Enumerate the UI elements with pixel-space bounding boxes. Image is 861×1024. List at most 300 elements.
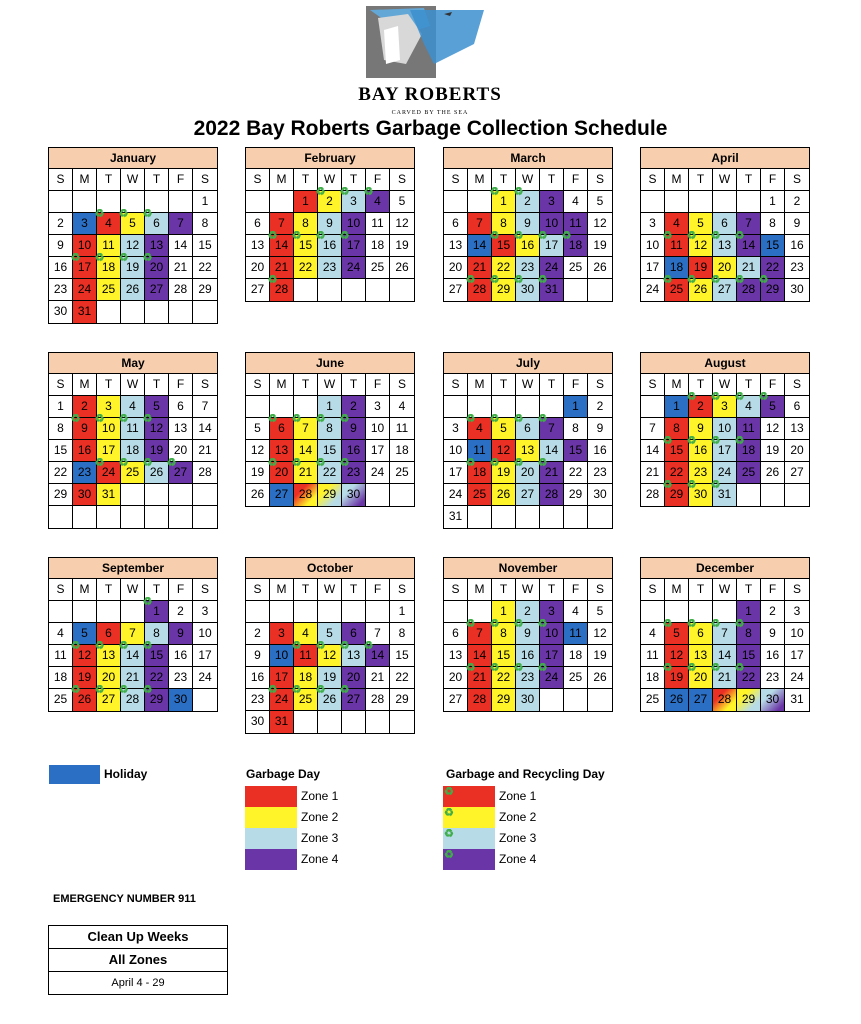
month-title: December [641,558,809,579]
day-cell: 2 ♻ [516,191,540,213]
weekday-header: T [540,579,564,601]
recycle-icon: ♻ [315,640,326,652]
day-cell: 15 [761,235,785,257]
empty-cell [318,279,342,301]
day-cell: 19 [390,235,414,257]
day-cell: 25 [468,484,492,506]
day-cell: 23 [588,462,612,484]
day-cell: 17 ♻ [342,235,366,257]
empty-cell [73,601,97,623]
month-september [48,557,218,712]
day-cell: 4 [641,623,665,645]
day-cell: 26 ♻ [318,689,342,711]
recycle-icon: ♻ [513,618,524,630]
day-cell: 28 [366,689,390,711]
day-cell: 30 [246,711,270,733]
recycle-icon: ♻ [465,662,476,674]
weekday-header: W [318,169,342,191]
day-cell: 12 [588,213,612,235]
weekday-header: S [588,169,612,191]
day-cell: 7 [193,396,217,418]
weekday-header: F [366,579,390,601]
day-cell: 12 [665,645,689,667]
day-cell: 8 [564,418,588,440]
month-title: August [641,353,809,374]
weekday-header: S [49,374,73,396]
day-cell: 24 [785,667,809,689]
day-cell: 8 ♻ [318,418,342,440]
day-cell: 29 [564,484,588,506]
empty-cell [121,301,145,323]
recycle-icon: ♻ [513,230,524,242]
weekday-header: W [516,579,540,601]
day-cell: 22 [49,462,73,484]
recycle-icon: ♻ [142,684,153,696]
day-cell: 11 ♻ [665,235,689,257]
empty-cell [761,484,785,506]
empty-cell [97,601,121,623]
day-cell: 21 ♻ [294,462,318,484]
garbage-zone2-label: Zone 2 [301,810,339,824]
day-cell: 27 ♻ [342,689,366,711]
month-december [640,557,810,712]
recycling-zone1-label: Zone 1 [499,789,537,803]
weekday-header: M [270,374,294,396]
weekday-header: F [169,579,193,601]
day-cell: 9 [689,418,713,440]
day-cell: 10 [713,418,737,440]
day-cell: 3 [540,191,564,213]
day-cell: 1 [761,191,785,213]
recycle-icon: ♻ [734,274,745,286]
empty-cell [270,601,294,623]
weekday-header: M [468,169,492,191]
day-cell: 21 [270,257,294,279]
day-cell: 1 ♻ [492,191,516,213]
empty-cell [294,601,318,623]
month-title: October [246,558,414,579]
empty-cell [516,506,540,528]
recycle-icon: ♻ [315,413,326,425]
empty-cell [366,711,390,733]
day-cell: 3 [540,601,564,623]
recycle-icon: ♻ [291,457,302,469]
day-cell: 11 [97,235,121,257]
day-cell: 4 ♻ [366,191,390,213]
day-cell: 4 [49,623,73,645]
recycle-icon: ♻ [465,457,476,469]
empty-cell [390,711,414,733]
day-cell: 24 ♻ [540,667,564,689]
weekday-header: S [641,374,665,396]
day-cell: 30 [516,689,540,711]
day-cell: 16 [516,645,540,667]
month-title: September [49,558,217,579]
day-cell: 19 [145,440,169,462]
day-cell: 20 [342,667,366,689]
empty-cell [342,711,366,733]
recycling-zone3-swatch [443,828,495,849]
day-cell: 2 [49,213,73,235]
month-july [443,352,613,529]
recycle-icon: ♻ [94,640,105,652]
day-cell: 28 ♻ [737,279,761,301]
empty-cell [785,484,809,506]
weekday-header: T [97,579,121,601]
day-cell: 5 ♻ [665,623,689,645]
day-cell: 14 ♻ [270,235,294,257]
recycle-icon: ♻ [662,662,673,674]
weekday-header: F [564,169,588,191]
day-cell: 11 [564,213,588,235]
empty-cell [169,191,193,213]
day-cell: 13 [169,418,193,440]
day-cell: 8 ♻ [492,623,516,645]
day-cell: 13 [145,235,169,257]
garbage-zone4-label: Zone 4 [301,852,339,866]
weekday-header: T [294,374,318,396]
recycle-icon: ♻ [537,413,548,425]
day-cell: 24 ♻ [270,689,294,711]
day-cell: 9 [246,645,270,667]
weekday-header: S [641,169,665,191]
day-cell: 30 ♻ [516,279,540,301]
day-cell: 21 [366,667,390,689]
day-cell: 4 [665,213,689,235]
day-cell: 12 [121,235,145,257]
day-cell: 15 ♻ [665,440,689,462]
recycle-icon: ♻ [513,186,524,198]
day-cell: 23 [169,667,193,689]
day-cell: 13 ♻ [342,645,366,667]
recycle-icon: ♻ [315,230,326,242]
empty-cell [246,191,270,213]
day-cell: 21 [169,257,193,279]
day-cell: 9 [588,418,612,440]
recycle-icon: ♻ [662,479,673,491]
day-cell: 21 [737,257,761,279]
recycle-icon: ♻ [734,662,745,674]
day-cell: 9 [761,623,785,645]
day-cell: 19 [318,667,342,689]
day-cell: 23 [689,462,713,484]
recycle-icon: ♻ [513,457,524,469]
weekday-header: M [665,169,689,191]
day-cell: 17 [97,440,121,462]
day-cell: 15 [390,645,414,667]
recycle-icon: ♻ [734,435,745,447]
day-cell: 18 [564,645,588,667]
day-cell: 20 ♻ [145,257,169,279]
day-cell: 9 [785,213,809,235]
day-cell: 31 ♻ [713,484,737,506]
day-cell: 25 [97,279,121,301]
day-cell: 2 [588,396,612,418]
day-cell: 24 [540,257,564,279]
day-cell: 25 [641,689,665,711]
day-cell: 8 [492,213,516,235]
recycle-icon: ♻ [142,208,153,220]
recycle-icon: ♻ [315,457,326,469]
weekday-header: S [193,579,217,601]
empty-cell [294,279,318,301]
day-cell: 27 [689,689,713,711]
day-cell: 7 ♻ [294,418,318,440]
recycle-icon: ♻ [339,230,350,242]
day-cell: 14 [641,440,665,462]
day-cell: 8 [294,213,318,235]
recycle-icon: ♻ [291,413,302,425]
day-cell: 27 ♻ [713,279,737,301]
day-cell: 19 [588,235,612,257]
garbage-zone1-swatch [245,786,297,807]
recycle-icon: ♻ [465,274,476,286]
day-cell: 20 ♻ [516,462,540,484]
day-cell: 13 [444,645,468,667]
cleanup-weeks-box [48,925,228,995]
recycle-icon: ♻ [710,662,721,674]
weekday-header: W [121,579,145,601]
day-cell: 13 [516,440,540,462]
day-cell: 18 [49,667,73,689]
day-cell: 11 [366,213,390,235]
day-cell: 7 [366,623,390,645]
day-cell: 22 ♻ [318,462,342,484]
day-cell: 29 [193,279,217,301]
recycle-icon: ♻ [710,435,721,447]
empty-cell [390,279,414,301]
recycle-icon: ♻ [94,252,105,264]
empty-cell [145,484,169,506]
day-cell: 10 [366,418,390,440]
weekday-header: W [318,374,342,396]
brand-tagline: CARVED BY THE SEA [391,110,469,116]
recycle-icon: ♻ [142,457,153,469]
day-cell: 10 [342,213,366,235]
weekday-header: W [516,169,540,191]
month-august [640,352,810,507]
weekday-header: S [246,579,270,601]
day-cell: 22 [665,462,689,484]
recycle-icon: ♻ [166,457,177,469]
empty-cell [588,279,612,301]
day-cell: 5 [390,191,414,213]
day-cell: 15 [318,440,342,462]
recycle-icon: ♻ [537,274,548,286]
recycle-icon: ♻ [118,640,129,652]
empty-cell [145,506,169,528]
recycle-icon: ♻ [363,186,374,198]
day-cell: 10 [73,235,97,257]
brand-name: BAY ROBERTS [358,84,502,105]
day-cell: 29 ♻ [761,279,785,301]
day-cell: 17 [193,645,217,667]
weekday-header: S [785,579,809,601]
weekday-header: F [761,579,785,601]
day-cell: 30 [73,484,97,506]
day-cell: 20 [97,667,121,689]
weekday-header: F [564,374,588,396]
day-cell: 6 ♻ [516,418,540,440]
day-cell: 4 [121,396,145,418]
day-cell: 6 ♻ [270,418,294,440]
month-title: June [246,353,414,374]
month-january [48,147,218,324]
recycle-icon: ♻ [686,391,697,403]
weekday-header: T [342,374,366,396]
day-cell: 2 [342,396,366,418]
day-cell: 12 [390,213,414,235]
day-cell: 4 ♻ [97,213,121,235]
day-cell: 7 [737,213,761,235]
day-cell: 15 [193,235,217,257]
weekday-header: T [97,374,121,396]
day-cell: 31 [444,506,468,528]
weekday-header: T [737,169,761,191]
day-cell: 25 [49,689,73,711]
day-cell: 9 [516,213,540,235]
day-cell: 15 ♻ [294,235,318,257]
day-cell: 23 [785,257,809,279]
day-cell: 21 [121,667,145,689]
recycling-zone3-label: Zone 3 [499,831,537,845]
day-cell: 14 [468,235,492,257]
empty-cell [193,506,217,528]
day-cell: 22 [564,462,588,484]
recycle-icon: ♻ [339,640,350,652]
day-cell: 16 [588,440,612,462]
weekday-header: S [785,169,809,191]
day-cell: 26 [390,257,414,279]
day-cell: 3 [97,396,121,418]
day-cell: 27 [145,279,169,301]
empty-cell [49,601,73,623]
garbage-day-title: Garbage Day [246,767,321,781]
day-cell: 18 [294,667,318,689]
day-cell: 26 ♻ [73,689,97,711]
day-cell: 30 [790,282,804,296]
empty-cell [169,506,193,528]
weekday-header: S [246,374,270,396]
day-cell: 31 [73,301,97,323]
day-cell: 6 [713,213,737,235]
day-cell: 5 ♻ [761,396,785,418]
day-cell: 21 ♻ [468,667,492,689]
recycle-icon: ♻ [339,186,350,198]
day-cell: 29 ♻ [492,279,516,301]
day-cell: 8 [761,213,785,235]
day-cell: 5 [318,623,342,645]
recycling-zone4-label: Zone 4 [499,852,537,866]
weekday-header: S [444,169,468,191]
day-cell: 1 [318,396,342,418]
empty-cell [737,191,761,213]
day-cell: 18 ♻ [564,235,588,257]
day-cell: 17 ♻ [713,440,737,462]
day-cell: 16 [785,235,809,257]
weekday-header: W [713,169,737,191]
day-cell: 16 [761,645,785,667]
day-cell: 2 [73,396,97,418]
weekday-header: M [270,579,294,601]
day-cell: 5 ♻ [121,213,145,235]
weekday-header: T [689,579,713,601]
day-cell: 4 [390,396,414,418]
day-cell: 1 [49,396,73,418]
weekday-header: S [444,579,468,601]
weekday-header: T [540,374,564,396]
day-cell: 24 [366,462,390,484]
weekday-header: M [73,169,97,191]
day-cell: 18 ♻ [468,462,492,484]
weekday-header: T [492,579,516,601]
day-cell: 26 [588,667,612,689]
day-cell: 30 [49,301,73,323]
recycle-icon: ♻ [70,640,81,652]
day-cell: 28 [540,484,564,506]
day-cell: 16 [342,440,366,462]
day-cell: 17 [540,645,564,667]
day-cell: 6 [246,213,270,235]
day-cell: 22 ♻ [492,667,516,689]
recycle-icon: ♻ [465,413,476,425]
empty-cell [49,191,73,213]
day-cell: 1 [564,396,588,418]
day-cell: 30 [761,689,785,711]
day-cell: 22 [145,667,169,689]
recycle-icon: ♻ [710,274,721,286]
day-cell: 22 [492,257,516,279]
day-cell: 20 [246,257,270,279]
day-cell: 5 [73,623,97,645]
weekday-header: M [270,169,294,191]
day-cell: 15 ♻ [145,645,169,667]
day-cell: 26 ♻ [689,279,713,301]
day-cell: 8 [49,418,73,440]
day-cell: 26 [761,462,785,484]
day-cell: 11 [390,418,414,440]
weekday-header: F [366,374,390,396]
weekday-header: M [468,374,492,396]
day-cell: 13 ♻ [713,235,737,257]
empty-cell [145,301,169,323]
day-cell: 25 [737,462,761,484]
day-cell: 9 [49,235,73,257]
emergency-number: EMERGENCY NUMBER 911 [53,893,196,905]
recycle-icon: ♻ [537,457,548,469]
weekday-header: S [641,579,665,601]
day-cell: 8 [193,213,217,235]
day-cell: 5 [588,191,612,213]
recycle-icon: ♻ [70,252,81,264]
empty-cell [121,484,145,506]
recycling-zone4-swatch [443,849,495,870]
recycle-icon: ♻ [291,684,302,696]
day-cell: 23 [318,257,342,279]
recycle-icon: ♻ [94,457,105,469]
recycle-icon: ♻ [142,252,153,264]
day-cell: 25 ♻ [294,689,318,711]
recycle-icon: ♻ [291,640,302,652]
recycle-icon: ♻ [363,640,374,652]
recycle-icon: ♻ [710,391,721,403]
day-cell: 19 ♻ [492,462,516,484]
day-cell: 20 [169,440,193,462]
day-cell: 10 [444,440,468,462]
page-title: 2022 Bay Roberts Garbage Collection Schedule [193,117,668,140]
empty-cell [588,689,612,711]
day-cell: 21 ♻ [713,667,737,689]
